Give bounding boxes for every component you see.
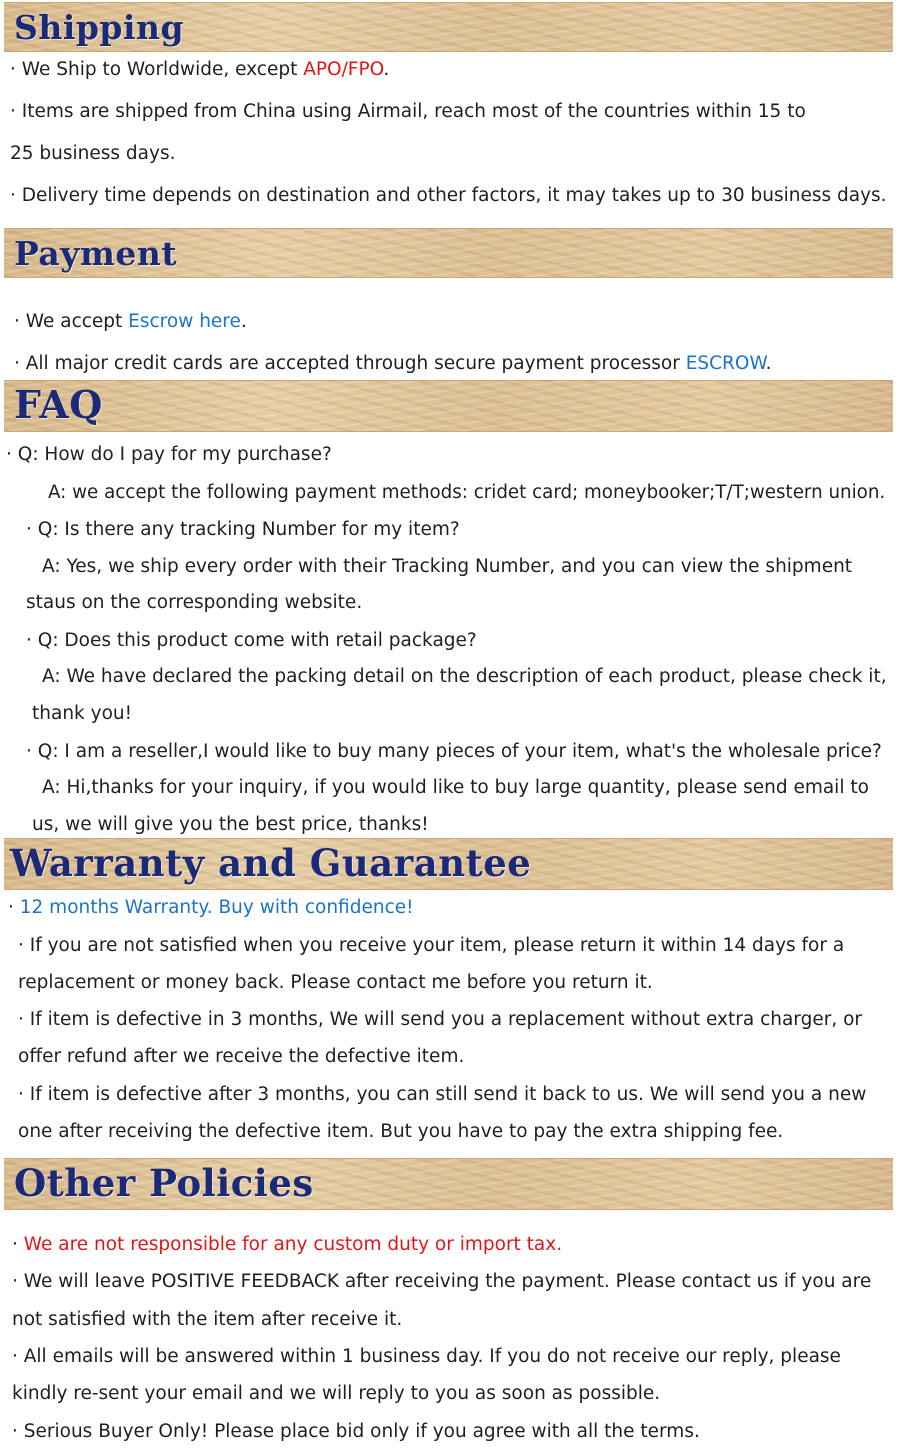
payment-line-2-end: .	[765, 353, 772, 374]
faq-line: A: Yes, we ship every order with their Tracking Number, and you can view the shipment	[42, 556, 853, 577]
shipping-line-1-end: .	[383, 59, 390, 80]
warranty-line: one after receiving the defective item. But you have to pay the extra shipping fee.	[18, 1121, 784, 1142]
faq-line: A: We have declared the packing detail on the description of each product, please check it,	[42, 666, 887, 687]
payment-line-1-text: · We accept	[14, 311, 129, 332]
warranty-line: · If item is defective in 3 months, We will send you a replacement without extra charger, or	[18, 1009, 862, 1030]
warranty-line: offer refund after we receive the defective item.	[18, 1046, 465, 1067]
faq-line: A: Hi,thanks for your inquiry, if you would like to buy large quantity, please send email to	[42, 777, 869, 798]
shipping-line-1	[10, 58, 389, 82]
warranty-line-1	[8, 896, 414, 920]
faq-banner	[4, 380, 893, 432]
warranty-line: · If you are not satisfied when you receive your item, please return it within 14 days for a	[18, 935, 845, 956]
policies-line: kindly re-sent your email and we will reply to you as soon as possible.	[12, 1383, 661, 1404]
faq-line: staus on the corresponding website.	[26, 592, 363, 613]
warranty-line: · If item is defective after 3 months, you can still send it back to us. We will send you a new	[18, 1084, 867, 1105]
warranty-bullet: ·	[8, 897, 20, 918]
faq-line: · Q: How do I pay for my purchase?	[6, 444, 332, 465]
escrow-link[interactable]: Escrow here	[128, 311, 241, 332]
payment-line-1	[14, 310, 247, 334]
shipping-heading: Shipping	[14, 8, 185, 47]
shipping-line-4: · Delivery time depends on destination and other factors, it may takes up to 30 business days.	[10, 185, 887, 206]
policies-banner	[4, 1158, 893, 1210]
faq-line: · Q: Does this product come with retail package?	[26, 630, 477, 651]
shipping-line-1-text: · We Ship to Worldwide, except	[10, 59, 304, 80]
faq-heading: FAQ	[14, 382, 103, 427]
escrow-processor: ESCROW	[685, 353, 766, 374]
warranty-highlight: 12 months Warranty. Buy with confidence!	[19, 897, 414, 918]
payment-banner	[4, 228, 893, 278]
payment-heading: Payment	[14, 234, 178, 273]
policies-highlight: We are not responsible for any custom duty or import tax.	[23, 1234, 563, 1255]
policies-line: · All emails will be answered within 1 business day. If you do not receive our reply, please	[12, 1346, 841, 1367]
shipping-apo-fpo: APO/FPO	[303, 59, 384, 80]
policies-heading: Other Policies	[14, 1161, 314, 1205]
policies-line-1	[12, 1233, 562, 1257]
payment-line-2	[14, 352, 772, 376]
warranty-banner	[4, 838, 893, 890]
policies-line: · We will leave POSITIVE FEEDBACK after receiving the payment. Please contact us if you are	[12, 1271, 872, 1292]
faq-line: A: we accept the following payment methods: cridet card; moneybooker;T/T;western union.	[48, 482, 886, 503]
faq-line: thank you!	[32, 703, 133, 724]
warranty-heading: Warranty and Guarantee	[10, 841, 532, 885]
payment-line-1-end: .	[240, 311, 247, 332]
policies-line: · Serious Buyer Only! Please place bid only if you agree with all the terms.	[12, 1421, 700, 1442]
shipping-line-3: 25 business days.	[10, 143, 176, 164]
policies-bullet: ·	[12, 1234, 24, 1255]
shipping-line-2: · Items are shipped from China using Airmail, reach most of the countries within 15 to	[10, 101, 806, 122]
faq-line: · Q: I am a reseller,I would like to buy many pieces of your item, what's the wholesale price?	[26, 741, 882, 762]
faq-line: · Q: Is there any tracking Number for my item?	[26, 519, 460, 540]
warranty-line: replacement or money back. Please contact me before you return it.	[18, 972, 653, 993]
policies-line: not satisfied with the item after receive it.	[12, 1309, 403, 1330]
faq-line: us, we will give you the best price, thanks!	[32, 814, 429, 835]
shipping-banner	[4, 2, 893, 52]
payment-line-2-text: · All major credit cards are accepted through secure payment processor	[14, 353, 686, 374]
